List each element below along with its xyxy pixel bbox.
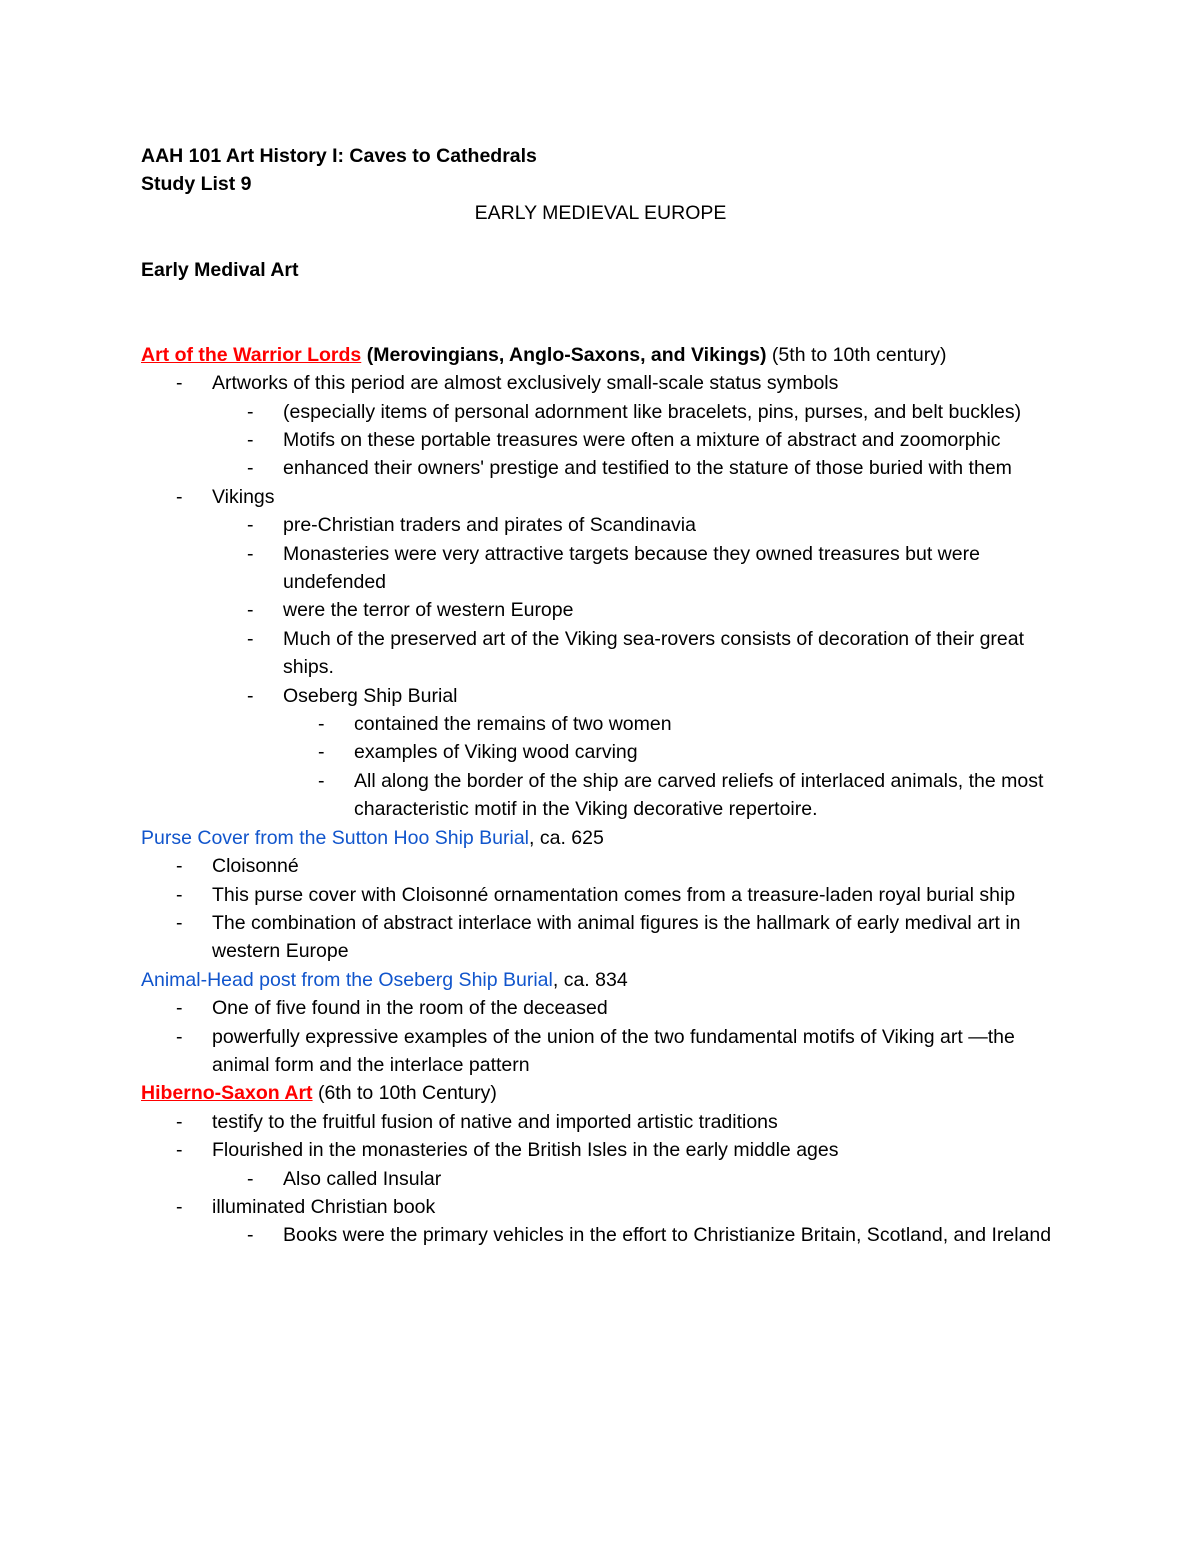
- bullet-dash: -: [247, 542, 254, 565]
- list-item-text: One of five found in the room of the deceased: [212, 997, 608, 1020]
- purse-heading: [141, 824, 1060, 852]
- bullet-dash: -: [247, 599, 254, 622]
- animal-heading-title: Animal-Head post from the Oseberg Ship Burial: [141, 968, 553, 991]
- course-title: AAH 101 Art History I: Caves to Cathedrals: [141, 145, 537, 167]
- bullet-dash: -: [247, 1167, 254, 1190]
- bullet-dash: -: [318, 713, 325, 736]
- list-item-text: powerfully expressive examples of the union of the two fundamental motifs of Viking art —the animal form and the interlace pattern: [212, 1025, 1015, 1076]
- list-item: [212, 596, 1060, 624]
- list-item-text: Oseberg Ship Burial: [283, 684, 458, 707]
- list-item: [212, 1165, 1060, 1193]
- list-item-text: Much of the preserved art of the Viking sea-rovers consists of decoration of their great ships.: [283, 627, 1025, 679]
- list-item-text: Books were the primary vehicles in the effort to Christianize Britain, Scotland, and Ireland: [283, 1224, 1052, 1247]
- sub-list: [212, 511, 1060, 823]
- list-item-text: The combination of abstract interlace with animal figures is the hallmark of early medival art in western Europe: [212, 911, 1021, 963]
- list-item: [212, 540, 1060, 597]
- bullet-dash: -: [247, 429, 254, 452]
- bullet-dash: -: [176, 855, 183, 878]
- list-item: [212, 511, 1060, 539]
- bullet-dash: -: [176, 911, 183, 934]
- warrior-list: [141, 369, 1060, 824]
- list-item: [283, 767, 1060, 824]
- list-item-text: Flourished in the monasteries of the British Isles in the early middle ages: [212, 1139, 839, 1162]
- list-item: [141, 1023, 1060, 1080]
- purse-list: [141, 852, 1060, 966]
- list-item-text: pre-Christian traders and pirates of Scandinavia: [283, 514, 696, 537]
- list-item-text: Artworks of this period are almost exclusively small-scale status symbols: [212, 372, 839, 395]
- purse-heading-date: , ca. 625: [529, 826, 604, 849]
- hiberno-heading-title: Hiberno-Saxon Art: [141, 1082, 313, 1105]
- list-item: [212, 426, 1060, 454]
- animal-heading: [141, 966, 1060, 994]
- animal-list: [141, 994, 1060, 1079]
- bullet-dash: -: [247, 514, 254, 537]
- section-title: Early Medival Art: [141, 258, 299, 281]
- spacer: [141, 312, 1060, 340]
- list-item: [141, 881, 1060, 909]
- purse-heading-title: Purse Cover from the Sutton Hoo Ship Burial: [141, 826, 530, 849]
- list-item: [141, 1193, 1060, 1250]
- bullet-dash: -: [176, 883, 183, 906]
- study-list-title: Study List 9: [141, 173, 252, 196]
- hiberno-heading-dates: (6th to 10th Century): [312, 1082, 497, 1105]
- list-item-text: contained the remains of two women: [354, 713, 672, 736]
- list-item: [212, 454, 1060, 482]
- bullet-dash: -: [176, 1195, 183, 1218]
- list-item-text: testify to the fruitful fusion of native and imported artistic traditions: [212, 1110, 778, 1133]
- sub-list: [212, 1165, 1060, 1193]
- bullet-dash: -: [247, 1224, 254, 1247]
- warrior-heading-dates: (5th to 10th century): [766, 343, 947, 366]
- sub-sub-list: [283, 710, 1060, 824]
- warrior-heading-subtitle: (Merovingians, Anglo-Saxons, and Vikings): [366, 343, 767, 366]
- list-item: [141, 1136, 1060, 1193]
- list-item: [212, 682, 1060, 824]
- bullet-dash: -: [318, 769, 325, 792]
- list-item-text: were the terror of western Europe: [283, 599, 574, 622]
- warrior-heading: [141, 341, 1060, 369]
- list-item-text: Vikings: [212, 485, 275, 508]
- hiberno-list: [141, 1108, 1060, 1250]
- list-item-text: Monasteries were very attractive targets because they owned treasures but were undefended: [283, 542, 980, 594]
- list-item-text: Motifs on these portable treasures were often a mixture of abstract and zoomorphic: [283, 429, 1001, 452]
- list-item: [141, 994, 1060, 1022]
- list-item: [212, 1221, 1060, 1249]
- list-item-text: (especially items of personal adornment like bracelets, pins, purses, and belt buckles): [283, 400, 1022, 423]
- bullet-dash: -: [247, 457, 254, 480]
- bullet-dash: -: [176, 485, 183, 508]
- bullet-dash: -: [247, 684, 254, 707]
- sub-list: [212, 398, 1060, 483]
- bullet-dash: -: [176, 1139, 183, 1162]
- animal-heading-date: , ca. 834: [552, 968, 628, 991]
- bullet-dash: -: [176, 372, 183, 395]
- list-item: [141, 852, 1060, 880]
- list-item-text: examples of Viking wood carving: [354, 741, 638, 764]
- warrior-heading-title: Art of the Warrior Lords: [141, 343, 362, 366]
- list-item-text: Cloisonné: [212, 855, 299, 878]
- bullet-dash: -: [176, 1110, 183, 1133]
- bullet-dash: -: [176, 997, 183, 1020]
- bullet-dash: -: [247, 400, 254, 423]
- bullet-dash: -: [176, 1025, 183, 1048]
- spacer: [141, 284, 1060, 312]
- list-item: [212, 625, 1060, 682]
- list-item: [283, 710, 1060, 738]
- list-item-text: enhanced their owners' prestige and testified to the stature of those buried with them: [283, 457, 1012, 480]
- list-item: [141, 369, 1060, 483]
- bullet-dash: -: [318, 741, 325, 764]
- list-item: [212, 398, 1060, 426]
- list-item-text: All along the border of the ship are carved reliefs of interlaced animals, the most characteristic motif in the Viking decorative repertoire.: [354, 769, 1044, 821]
- spacer: [141, 227, 1060, 255]
- hiberno-heading: [141, 1079, 1060, 1107]
- list-item-text: illuminated Christian book: [212, 1195, 436, 1218]
- list-item-text: This purse cover with Cloisonné ornamentation comes from a treasure-laden royal burial ship: [212, 883, 1016, 906]
- sub-list: [212, 1221, 1060, 1249]
- list-item: [283, 738, 1060, 766]
- list-item: [141, 483, 1060, 824]
- list-item: [141, 1108, 1060, 1136]
- list-item: [141, 909, 1060, 966]
- chapter-title: EARLY MEDIEVAL EUROPE: [474, 201, 727, 224]
- bullet-dash: -: [247, 627, 254, 650]
- list-item-text: Also called Insular: [283, 1167, 442, 1190]
